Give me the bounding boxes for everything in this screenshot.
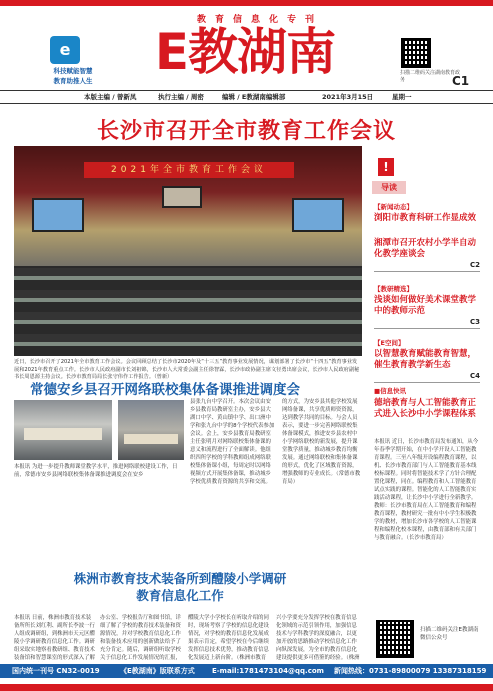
guide-item-tag: 【教研精选】 xyxy=(374,285,413,293)
article-2-col-1: 本报讯 日前，株洲市教育技术装备所所长刘红利、副所长李波一行人组成调研组，到株洲市天元区醴陵小学调研教育信息化工作。调研组采取实地察看教研组、教育技术装备馆和智慧课室的形式深入了解 xyxy=(14,615,95,661)
footer-cn-number: 国内统一刊号 CN32-0019 xyxy=(12,667,100,675)
article-2-col-2: 办公室、学校报告厅和图书馆，详细了解了学校的教育技术装备和资源情况，并对学校教育信息化工作和装备技术应用的创新做法给予了充分肯定。随后，调研组听取学校关于信息化工作发展情况的汇报， xyxy=(100,615,181,661)
guide-label: 导读 xyxy=(372,181,406,194)
guide-item-page: C3 xyxy=(374,318,480,329)
top-red-strip xyxy=(0,0,493,6)
photo-screen-right xyxy=(292,198,344,232)
guide-item-4[interactable] xyxy=(374,338,480,383)
photo-audience xyxy=(14,266,362,356)
article-2-col-3: 醴陵大学小学校长在听取介绍的同时，现场考察了学校的信息化建设情况，对学校的教育信息化发展成果表示肯定，希望学校在今后继续发挥信息技术优势，推动教育信息化发展迈上新台阶。（株洲市教育 xyxy=(188,615,269,661)
page-number: C1 xyxy=(452,74,470,88)
desk-editor: 编辑 / E教湖南编辑部 xyxy=(222,93,286,101)
lead-headline: 长沙市召开全市教育工作会议 xyxy=(96,119,396,144)
education-logo-icon: e xyxy=(50,36,80,64)
guide-item-tag: 【E空间】 xyxy=(374,339,405,347)
news-flash-title: 德培教育与人工智能教育正式进入长沙中小学课程体系 xyxy=(374,398,477,419)
chief-editor: 执行主编 / 周密 xyxy=(158,93,204,101)
qr-bottom-caption: 扫描二维码关注E教湖南微信公众号 xyxy=(420,627,479,641)
guide-item-title: 浏阳市教育科研工作显成效 xyxy=(374,213,477,223)
lead-caption: 近日，长沙市召开了2021年全市教育工作会议。会议回顾总结了长沙市2020年及“十三五”教育事业发展情况，谋划部署了长沙市“十四五”教育事业发展和2021年教育重点工作。长沙市人民政府副市长刘祖锦，长沙市人大常委会副主任徐智霖，长沙市政协副主席文径勇出席会议，长沙市人民政府副秘书长周恩源主持会议。长沙市教育局局长张守伟作工作报告。（曾新） xyxy=(14,359,360,380)
footer-hotline: 新闻热线：0731-89800079 13387318159 xyxy=(334,667,487,675)
footer-email[interactable]: E-mail:1781473104@qq.com xyxy=(212,667,324,675)
article-1-photo-b xyxy=(118,400,184,460)
lead-photo xyxy=(14,146,362,356)
guide-item-1[interactable] xyxy=(374,202,480,224)
qr-code-icon[interactable] xyxy=(401,38,431,68)
news-flash-tag: ■信息快讯 xyxy=(374,387,407,395)
guide-item-3[interactable] xyxy=(374,284,480,329)
exclamation-icon: ! xyxy=(378,158,394,176)
article-1-photo-caption: 本报讯 为进一步提升教师课堂教学水平，推进网络联校建设工作，日前，常德市安乡县网络联校集体备课推进调度会在安乡 xyxy=(14,464,178,478)
guide-item-title: 浅谈如何做好美术课堂教学中的教师示范 xyxy=(374,295,477,316)
guide-sidebar xyxy=(368,146,480,676)
bottom-red-strip xyxy=(0,684,493,691)
guide-item-title: 湘潭市召开农村小学半自动化教学座谈会 xyxy=(374,238,477,259)
guide-item-tag: 【新闻动态】 xyxy=(374,203,413,211)
logo-slogan: 科技赋能智慧 教育助推人生 xyxy=(53,67,93,85)
editor-in-charge: 本版主编 / 曾新凤 xyxy=(84,93,137,101)
article-1-col-2: 县张九台中学召开。本次会议由安乡县教育局教研室主办，安乡县大湖口中学、黄山镇中学、出口洲中学和张九台中学的8个学校代表参加会议。会上，安乡县教育局教研室主任张明月对网络联校集体备课的意义和流程进行了全面解读。他组织四所学校的学科教师组成网络联校集体备课小组，每周定时以网络视频方式开展集体备课，推动城乡学校优质教育资源的共享和交流。 xyxy=(190,399,275,485)
masthead-title: E教湖南 xyxy=(154,23,336,81)
guide-item-page: C2 xyxy=(374,261,480,272)
photo-stage xyxy=(162,186,202,208)
footer-contact-label: 《E教湖南》版联系方式 xyxy=(120,667,195,675)
article-1-col-3: 的方式，为安乡县其他学校发展网络备课，共享优质师资资源，达到教学共同的目标。与会人员表示，要进一步完善网络联校集体备课模式，推进安乡县农村中小学网络联校的新发展，提升课堂教学质量，推动城乡教育均衡发展。通过网络联校和集体备课的形式，优化了区域教育资源，增强教师的专业成长。（常德市教育局） xyxy=(282,399,361,485)
guide-item-2[interactable] xyxy=(374,238,480,272)
article-1-title: 常德安乡县召开网络联校集体备课推进调度会 xyxy=(30,382,300,398)
photo-screen-left xyxy=(32,198,84,232)
article-2-title: 株洲市教育技术装备所到醴陵小学调研教育信息化工作 xyxy=(73,571,287,603)
qr-caption: 扫描二维码关注湖南教育政务 xyxy=(400,70,461,83)
photo-banner: 2021年全市教育工作会议 xyxy=(84,162,294,178)
article-2-col-4: 兴小学要充分发挥学校在教育信息化领域的示范引领作用，加强信息技术与学科教学的深度融合，以更加开放的思路推动学校信息化工作向纵深发展，为全市的教育信息化建设提供更多可借鉴的经验。（株洲 xyxy=(276,615,360,661)
footer-bar xyxy=(0,664,493,678)
masthead-tagline: 教育信息化专刊 xyxy=(196,15,323,25)
photo-table xyxy=(124,434,178,444)
issue-weekday: 星期一 xyxy=(392,93,412,101)
news-flash-body: 本报讯 近日，长沙市教育局发布通知，从今年春季学期开始，在中小学开设人工智能教育课程。三至八年级开设编程教育课程，以机、长沙市教育部门与人工智能教育基本线校标课程。同时将智能技术学了方针合理配置化课程，同在。编程教育和人工智能教育试点实践的课程。智能化的人工智能教育实践活动课程，让长沙中小学进行全新教学。教师：长沙市教育局在人工智能教育和编程教育课程，教材研究一批有中小学生积极教学的教材，增加长沙市各学校的人工智能课程和编程化校本课程，由教育部和有关部门与教育融合。（长沙市教育局） xyxy=(374,439,479,541)
issue-info-bar xyxy=(0,90,493,104)
issue-date: 2021年3月15日 xyxy=(322,93,374,101)
photo-table xyxy=(24,428,102,440)
guide-item-title: 以智慧教育赋能教育智慧，催生教育教学新生态 xyxy=(374,349,477,370)
article-1-photo-a xyxy=(14,400,112,460)
qr-code-icon[interactable] xyxy=(376,620,414,658)
guide-item-page: C4 xyxy=(374,372,480,383)
